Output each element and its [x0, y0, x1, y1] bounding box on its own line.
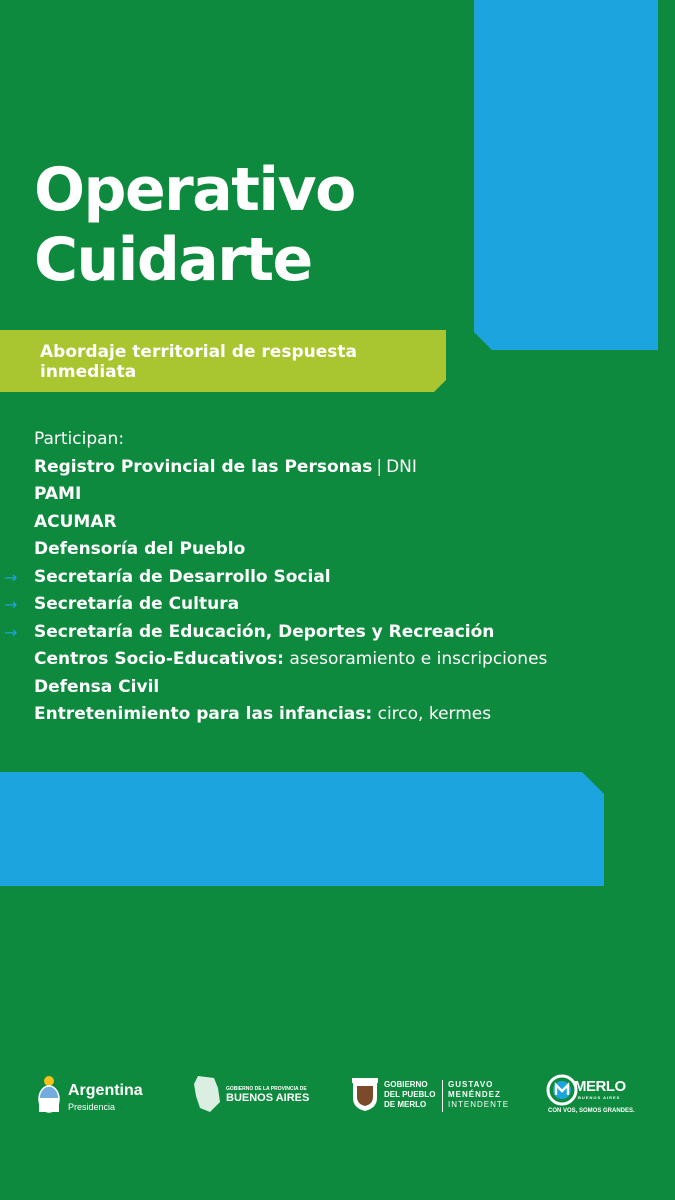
- participant-detail: circo, kermes: [377, 704, 492, 724]
- buenos-aires-logo-main: BUENOS AIRES: [226, 1092, 310, 1104]
- merlo-city-slogan: CON VOS, SOMOS GRANDES.: [548, 1108, 635, 1114]
- merlo-city-name: MERLO: [574, 1078, 626, 1095]
- participant-name: Secretaría de Educación, Deportes y Recreación: [34, 621, 495, 642]
- argentina-shield-icon: [36, 1074, 62, 1114]
- participants-list: [4, 426, 548, 729]
- title-line-1: Operativo: [34, 155, 355, 225]
- merlo-city-logo: [544, 1068, 644, 1124]
- decorative-blue-block-top: [474, 0, 658, 350]
- participant-name: ACUMAR: [34, 511, 117, 532]
- participant-name: Secretaría de Cultura: [34, 594, 240, 614]
- arrow-right-icon: →: [4, 622, 18, 642]
- mayor-role: INTENDENTE: [448, 1100, 510, 1109]
- participant-name: Registro Provincial de las Personas: [34, 456, 373, 477]
- participant-item: [4, 619, 547, 647]
- participant-name: Defensoría del Pueblo: [34, 539, 246, 559]
- participant-name: PAMI: [34, 484, 82, 504]
- participant-name: Entretenimiento para las infancias:: [34, 704, 373, 724]
- participant-item: [34, 536, 547, 564]
- buenos-aires-logo-top: GOBIERNO DE LA PROVINCIA DE: [226, 1086, 307, 1092]
- participant-item: [34, 509, 547, 537]
- merlo-crest-icon: [350, 1078, 380, 1112]
- argentina-logo-sub: Presidencia: [68, 1102, 116, 1112]
- participant-item: [4, 564, 547, 592]
- arrow-right-icon: →: [4, 567, 18, 587]
- merlo-logo-divider: [442, 1080, 443, 1112]
- argentina-logo-name: Argentina: [68, 1082, 143, 1099]
- title-line-2: Cuidarte: [34, 225, 312, 295]
- merlo-city-sub: BUENOS AIRES: [578, 1095, 621, 1100]
- merlo-government-logo: [350, 1068, 520, 1124]
- buenos-aires-province-logo: [192, 1068, 312, 1124]
- mayor-name: GUSTAVO MENÉNDEZ: [448, 1080, 501, 1099]
- participants-heading: Participan:: [34, 429, 125, 449]
- participant-item: [34, 454, 547, 482]
- footer-logos: [0, 1068, 675, 1128]
- participant-item: [34, 481, 547, 509]
- participant-item: [34, 701, 547, 729]
- participant-name: Defensa Civil: [34, 676, 160, 697]
- participant-separator: |: [376, 456, 383, 477]
- poster-title: [34, 155, 355, 295]
- participant-name: Secretaría de Desarrollo Social: [34, 566, 331, 587]
- argentina-presidencia-logo: [36, 1068, 156, 1124]
- participant-name: Centros Socio-Educativos:: [34, 649, 284, 669]
- participant-item: [34, 674, 547, 702]
- decorative-blue-band-middle: [0, 772, 604, 886]
- merlo-government-text: GOBIERNO DEL PUEBLO DE MERLO: [384, 1080, 436, 1109]
- arrow-right-icon: →: [4, 595, 18, 614]
- province-map-icon: [192, 1074, 222, 1114]
- subtitle: Abordaje territorial de respuesta inmediata: [40, 342, 357, 382]
- participant-item: [34, 646, 547, 674]
- participant-item: [4, 591, 547, 619]
- participant-detail: DNI: [386, 456, 417, 477]
- participant-detail: asesoramiento e inscripciones: [289, 649, 548, 669]
